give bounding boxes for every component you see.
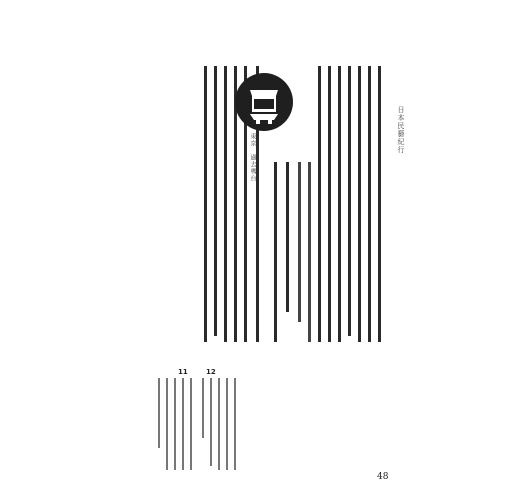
footnote-line bbox=[166, 378, 168, 470]
footnote-line bbox=[234, 378, 236, 470]
text-column bbox=[286, 162, 289, 312]
text-column bbox=[318, 66, 321, 342]
footnote-number: 12 bbox=[206, 368, 216, 376]
footnote-line bbox=[158, 378, 160, 448]
teapot-illustration bbox=[232, 70, 296, 134]
text-column bbox=[328, 66, 331, 342]
footnote-line bbox=[174, 378, 176, 470]
text-column bbox=[368, 66, 371, 342]
text-column bbox=[378, 66, 381, 342]
footnote-line bbox=[226, 378, 228, 470]
footnote-line bbox=[218, 378, 220, 470]
text-column bbox=[224, 66, 227, 342]
running-header: 日本民藝紀行 bbox=[397, 106, 405, 154]
footnote-line bbox=[210, 378, 212, 466]
text-column bbox=[204, 66, 207, 342]
text-column bbox=[338, 66, 341, 342]
text-column bbox=[298, 162, 301, 322]
figure-caption: 東京 過去嗎台 bbox=[249, 133, 256, 182]
text-column bbox=[308, 162, 311, 342]
footnote-line bbox=[182, 378, 184, 470]
page-number: 48 bbox=[377, 472, 389, 482]
footnote-line bbox=[190, 378, 192, 470]
footnote-line bbox=[202, 378, 204, 438]
text-column bbox=[358, 66, 361, 342]
text-column bbox=[274, 162, 277, 342]
footnotes bbox=[150, 378, 240, 473]
text-column bbox=[348, 66, 351, 336]
footnote-number: 11 bbox=[178, 368, 188, 376]
text-column bbox=[214, 66, 217, 336]
